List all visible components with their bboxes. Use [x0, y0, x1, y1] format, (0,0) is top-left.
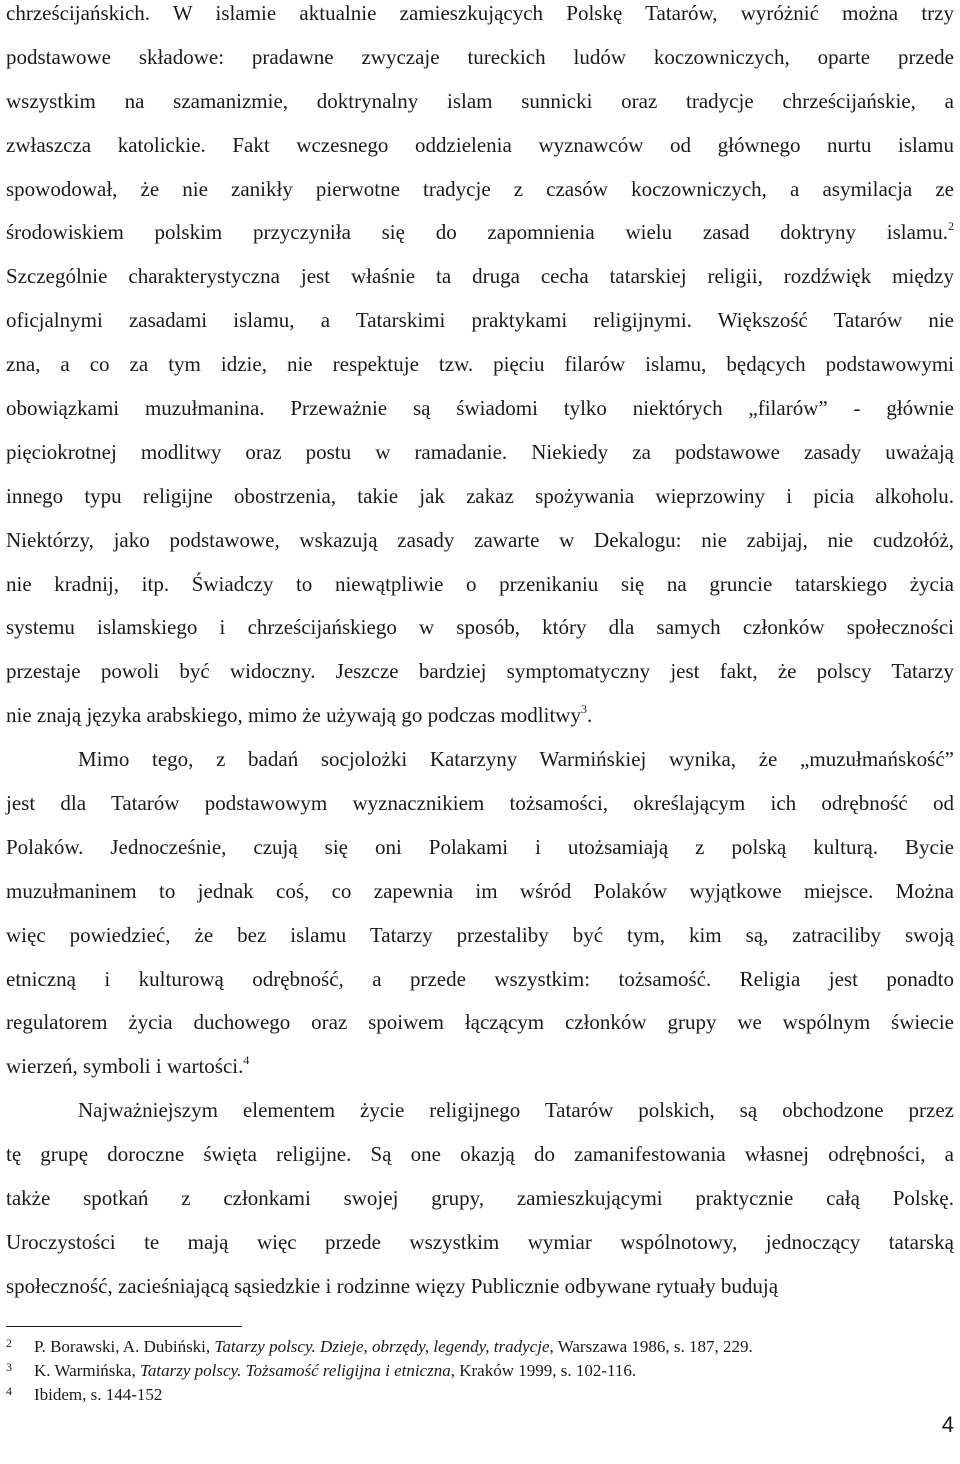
line-text: podstawowe składowe: pradawne zwyczaje tureckich ludów koczowniczych, oparte przede: [6, 44, 954, 69]
text-line: [6, 255, 954, 299]
footnote-reference[interactable]: 2: [948, 219, 954, 234]
citation-title: Tatarzy polscy. Tożsamość religijna i etniczna: [139, 1361, 451, 1380]
text-line: [6, 431, 954, 475]
text-line: [6, 782, 954, 826]
line-text: nie kradnij, itp. Świadczy to niewątpliwie o przenikaniu się na gruncie tatarskiego życia: [6, 571, 954, 596]
text-line: [6, 914, 954, 958]
text-line: [6, 36, 954, 80]
line-text: zwłaszcza katolickie. Fakt wczesnego oddzielenia wyznawców od głównego nurtu islamu: [6, 132, 954, 157]
footnote-reference[interactable]: 4: [243, 1053, 250, 1068]
citation-text: Ibidem, s. 144-152: [34, 1385, 163, 1404]
line-text: etniczną i kulturową odrębność, a przede wszystkim: tożsamość. Religia jest ponadto: [6, 966, 954, 991]
text-line: [6, 1089, 954, 1133]
citation-text: P. Borawski, A. Dubiński,: [34, 1337, 215, 1356]
text-line: [6, 1133, 954, 1177]
text-line: [6, 1177, 954, 1221]
line-text: środowiskiem polskim przyczyniła się do zapomnienia wielu zasad doktryny islamu.: [6, 220, 948, 245]
footnotes: [6, 1335, 954, 1407]
line-text: pięciokrotnej modlitwy oraz postu w ramadanie. Niekiedy za podstawowe zasady uważają: [6, 439, 954, 464]
paragraph: [6, 738, 954, 1089]
line-text: oficjalnymi zasadami islamu, a Tatarskimi praktykami religijnymi. Większość Tatarów nie: [6, 308, 954, 333]
line-text: spowodował, że nie zanikły pierwotne tradycje z czasów koczowniczych, a asymilacja ze: [6, 176, 954, 201]
footnote-text: [34, 1359, 636, 1383]
line-text: wierzeń, symboli i wartości.: [6, 1054, 244, 1079]
line-text: chrześcijańskich. W islamie aktualnie zamieszkujących Polskę Tatarów, wyróżnić można trzy: [6, 1, 954, 25]
citation-text: K. Warmińska,: [34, 1361, 140, 1380]
line-text: wszystkim na szamanizmie, doktrynalny islam sunnicki oraz tradycje chrześcijańskie, a: [6, 88, 954, 113]
line-text: obowiązkami muzułmanina. Przeważnie są świadomi tylko niektórych „filarów” - głównie: [6, 396, 954, 421]
line-text: Najważniejszym elementem życie religijnego Tatarów polskich, są obchodzone przez: [78, 1098, 954, 1123]
line-text: Uroczystości te mają więc przede wszystkim wymiar wspólnotowy, jednoczący tatarską: [6, 1229, 954, 1254]
footnote-reference[interactable]: 3: [580, 702, 587, 717]
text-line: [6, 0, 954, 36]
line-text: Niektórzy, jako podstawowe, wskazują zasady zawarte w Dekalogu: nie zabijaj, nie cudzołóż,: [6, 527, 954, 552]
footnote: [6, 1383, 954, 1407]
text-line: [6, 870, 954, 914]
text-line: [6, 168, 954, 212]
line-text: przestaje powoli być widoczny. Jeszcze bardziej symptomatyczny jest fakt, że polscy Tatarzy: [6, 659, 954, 684]
text-line: [6, 1265, 954, 1309]
line-text: nie znają języka arabskiego, mimo że używają go podczas modlitwy: [6, 703, 581, 728]
text-line: [6, 299, 954, 343]
line-text: innego typu religijne obostrzenia, takie jak zakaz spożywania wieprzowiny i picia alkoholu.: [6, 483, 954, 508]
footnote-number: 3: [6, 1360, 12, 1374]
line-text: zna, a co za tym idzie, nie respektuje tzw. pięciu filarów islamu, będących podstawowymi: [6, 352, 954, 377]
line-text: Polaków. Jednocześnie, czują się oni Polakami i utożsamiają z polską kulturą. Bycie: [6, 834, 954, 859]
line-text: społeczność, zacieśniającą sąsiedzkie i rodzinne więzy Publicznie odbywane rytuały budują: [6, 1273, 779, 1298]
body-text: [6, 0, 954, 1309]
text-line: [6, 1221, 954, 1265]
footnote-text: [34, 1335, 753, 1359]
text-line: [6, 606, 954, 650]
text-line: [6, 519, 954, 563]
line-text: Szczególnie charakterystyczna jest właśnie ta druga cecha tatarskiej religii, rozdźwięk między: [6, 264, 954, 289]
footnote-number: 2: [6, 1336, 12, 1350]
footnote-separator: [6, 1326, 242, 1327]
text-line: [6, 343, 954, 387]
line-text: Mimo tego, z badań socjolożki Katarzyny Warmińskiej wynika, że „muzułmańskość”: [78, 747, 954, 772]
paragraph: [6, 1089, 954, 1308]
text-line: [6, 1045, 954, 1089]
citation-text: , Warszawa 1986, s. 187, 229.: [549, 1337, 753, 1356]
footnote: [6, 1359, 954, 1383]
text-line: [6, 694, 954, 738]
line-text: .: [586, 703, 593, 728]
line-text: także spotkań z członkami swojej grupy, zamieszkującymi praktycznie całą Polskę.: [6, 1186, 954, 1211]
text-line: [6, 650, 954, 694]
paragraph: [6, 0, 954, 738]
text-line: [6, 563, 954, 607]
text-line: [6, 826, 954, 870]
footnote: [6, 1335, 954, 1359]
text-line: [6, 387, 954, 431]
line-text: regulatorem życia duchowego oraz spoiwem łączącym członków grupy we wspólnym świecie: [6, 1010, 954, 1035]
citation-title: Tatarzy polscy. Dzieje, obrzędy, legendy, tradycje: [214, 1337, 550, 1356]
line-text: jest dla Tatarów podstawowym wyznacznikiem tożsamości, określającym ich odrębność od: [6, 791, 954, 816]
text-line: [6, 124, 954, 168]
text-line: [6, 211, 954, 255]
footnote-number: 4: [6, 1384, 12, 1398]
text-line: [6, 475, 954, 519]
line-text: systemu islamskiego i chrześcijańskiego w sposób, który dla samych członków społeczności: [6, 615, 954, 640]
page-number: 4: [941, 1412, 954, 1437]
text-line: [6, 80, 954, 124]
line-text: muzułmaninem to jednak coś, co zapewnia im wśród Polaków wyjątkowe miejsce. Można: [6, 878, 954, 903]
line-text: więc powiedzieć, że bez islamu Tatarzy przestaliby być tym, kim są, zatraciliby swoją: [6, 922, 954, 947]
text-line: [6, 1001, 954, 1045]
line-text: tę grupę doroczne święta religijne. Są one okazją do zamanifestowania własnej odrębności, a: [6, 1142, 954, 1167]
citation-text: , Kraków 1999, s. 102-116.: [450, 1361, 637, 1380]
footnote-text: [34, 1383, 162, 1407]
text-line: [6, 958, 954, 1002]
text-line: [6, 738, 954, 782]
